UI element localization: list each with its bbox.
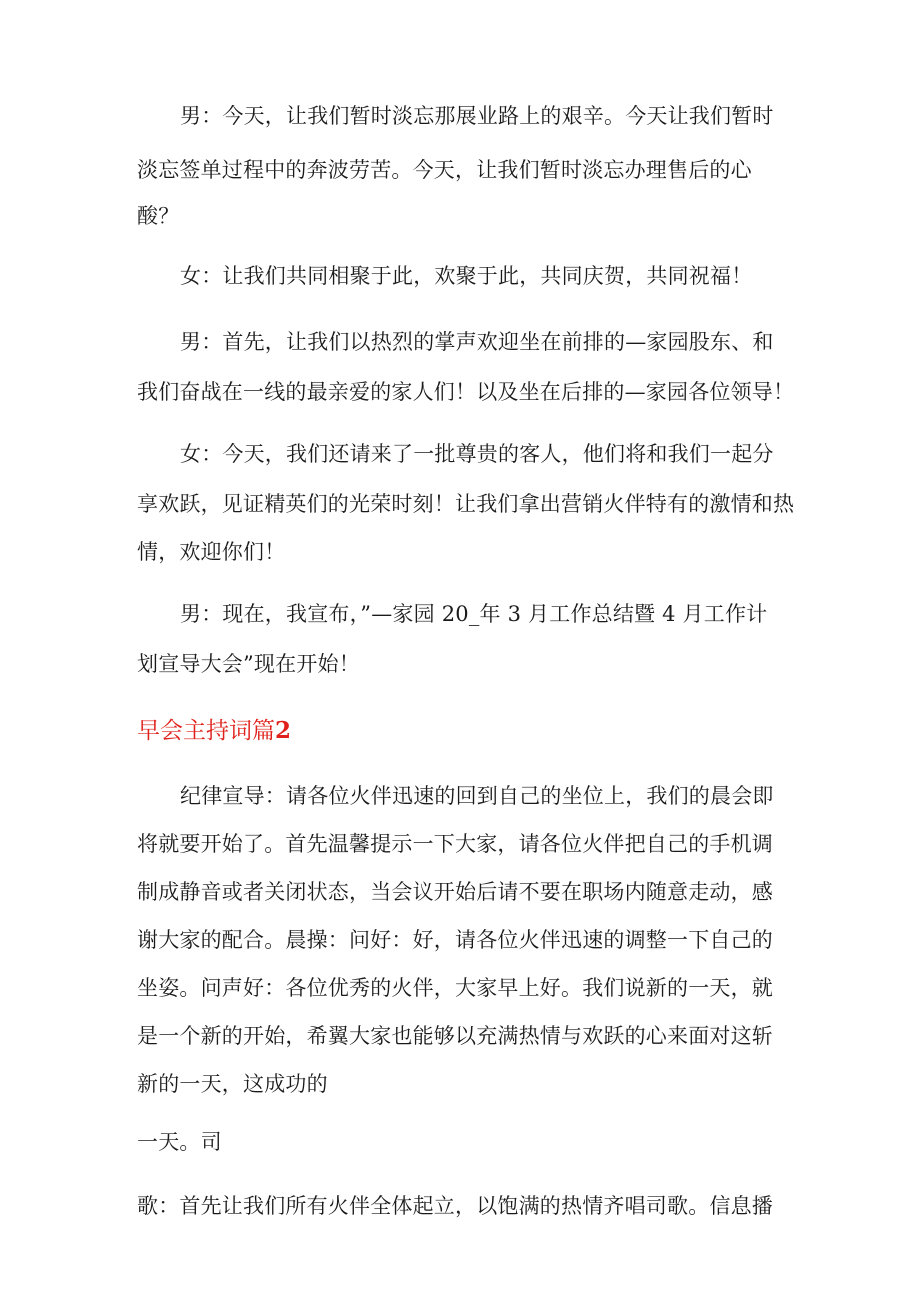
paragraph-line: 酸？ xyxy=(137,204,180,228)
section-line: 是一个新的开始，希翼大家也能够以充满热情与欢跃的心来面对这斩 xyxy=(137,1024,773,1048)
paragraph-line: 男：今天，让我们暂时淡忘那展业路上的艰辛。今天让我们暂时 xyxy=(180,104,774,128)
paragraph-line: 女：让我们共同相聚于此，欢聚于此，共同庆贺，共同祝福！ xyxy=(180,264,753,288)
section-line: 新的一天，这成功的 xyxy=(137,1072,328,1096)
paragraph-line: 男：首先，让我们以热烈的掌声欢迎坐在前排的—家园股东、和 xyxy=(180,330,774,354)
section-heading-text: 早会主持词篇 xyxy=(137,718,275,744)
section-line: 将就要开始了。首先温馨提示一下大家，请各位火伴把自己的手机调 xyxy=(137,832,773,856)
paragraph-line: 情，欢迎你们！ xyxy=(137,540,286,564)
section-heading-number: 2 xyxy=(275,717,292,744)
paragraph-line: 淡忘签单过程中的奔波劳苦。今天，让我们暂时淡忘办理售后的心 xyxy=(137,158,752,182)
section-line: 谢大家的配合。晨操：问好：好，请各位火伴迅速的调整一下自己的 xyxy=(137,928,773,952)
section-line: 制成静音或者关闭状态，当会议开始后请不要在职场内随意走动，感 xyxy=(137,880,773,904)
paragraph-line: 我们奋战在一线的最亲爱的家人们！以及坐在后排的—家园各位领导！ xyxy=(137,380,795,404)
section-line: 一天。司 xyxy=(137,1130,222,1154)
paragraph-line: 划宣导大会”现在开始！ xyxy=(137,652,360,676)
section-line: 坐姿。问声好：各位优秀的火伴，大家早上好。我们说新的一天，就 xyxy=(137,976,773,1000)
paragraph-line: 男：现在，我宣布，”—家园 20_年 3 月工作总结暨 4 月工作计 xyxy=(180,602,768,626)
paragraph-line: 女：今天，我们还请来了一批尊贵的客人，他们将和我们一起分 xyxy=(180,442,774,466)
section-line: 纪律宣导：请各位火伴迅速的回到自己的坐位上，我们的晨会即 xyxy=(180,784,774,808)
paragraph-line: 享欢跃，见证精英们的光荣时刻！让我们拿出营销火伴特有的激情和热 xyxy=(137,492,795,516)
section-line: 歌：首先让我们所有火伴全体起立，以饱满的热情齐唱司歌。信息播 xyxy=(137,1194,773,1218)
section-heading xyxy=(137,716,291,746)
